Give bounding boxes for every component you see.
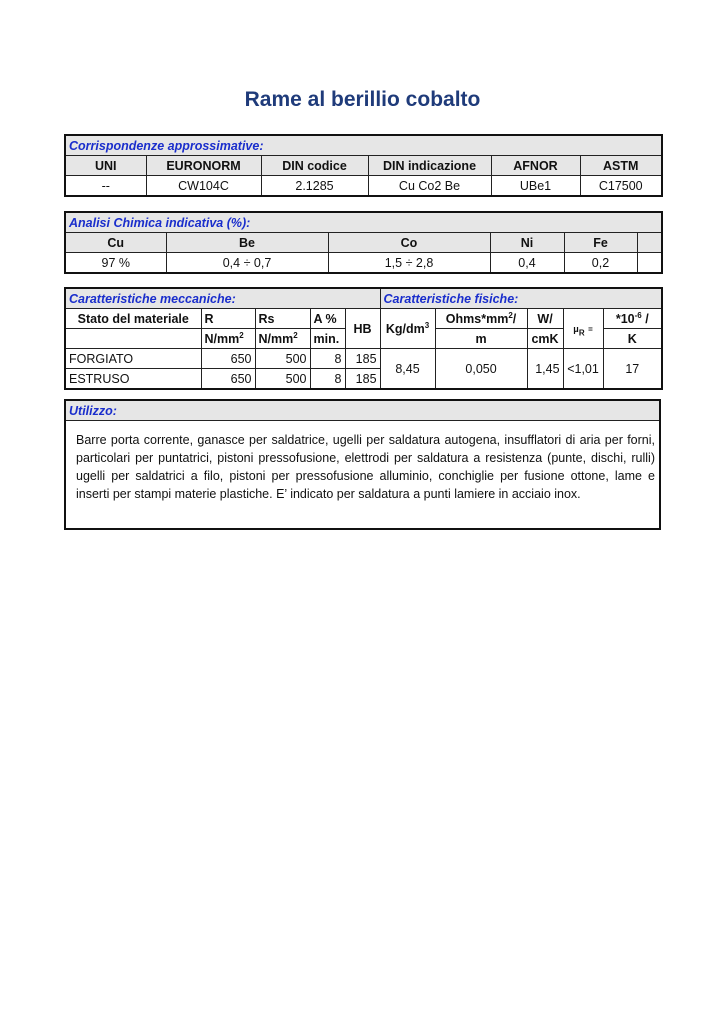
header-be: Be: [166, 233, 328, 253]
unit-rs: $N/mm^2$: [255, 329, 310, 349]
value-afnor: UBe1: [491, 176, 580, 197]
caratteristiche-table: [64, 287, 663, 390]
header-astm: ASTM: [580, 156, 662, 176]
a-estruso: 8: [310, 369, 345, 390]
header-din-codice: DIN codice: [261, 156, 368, 176]
value-resistivity: 0,050: [435, 349, 527, 390]
utilizzo-heading: Utilizzo:: [65, 400, 660, 421]
unit-expansion: K: [603, 329, 662, 349]
header-uni: UNI: [65, 156, 146, 176]
unit-a: min.: [310, 329, 345, 349]
hb-estruso: 185: [345, 369, 380, 390]
analisi-table: [64, 211, 663, 274]
header-euronorm: EURONORM: [146, 156, 261, 176]
corrispondenze-table: [64, 134, 663, 197]
rs-estruso: 500: [255, 369, 310, 390]
header-cu: Cu: [65, 233, 166, 253]
value-ni: 0,4: [490, 253, 564, 274]
header-fe: Fe: [564, 233, 637, 253]
unit-resistivity: m: [435, 329, 527, 349]
value-din-indicazione: Cu Co2 Be: [368, 176, 491, 197]
stato-forgiato: FORGIATO: [65, 349, 201, 369]
header-density: $Kg/dm^3$: [380, 309, 435, 349]
header-mu: $\mu_R$ =: [563, 309, 603, 349]
page-title: Rame al berillio cobalto: [244, 88, 481, 111]
header-co: Co: [328, 233, 490, 253]
value-euronorm: CW104C: [146, 176, 261, 197]
header-resistivity: $Ohms*mm^2/$: [435, 309, 527, 329]
value-co: 1,5 ÷ 2,8: [328, 253, 490, 274]
meccaniche-heading: Caratteristiche meccaniche:: [65, 288, 380, 309]
value-mu: <1,01: [563, 349, 603, 390]
value-cu: 97 %: [65, 253, 166, 274]
unit-conductivity: cmK: [527, 329, 563, 349]
hb-forgiato: 185: [345, 349, 380, 369]
header-ni: Ni: [490, 233, 564, 253]
value-conductivity: 1,45: [527, 349, 563, 390]
value-astm: C17500: [580, 176, 662, 197]
header-a: A %: [310, 309, 345, 329]
header-rs: Rs: [255, 309, 310, 329]
header-din-indicazione: DIN indicazione: [368, 156, 491, 176]
header-conductivity: W/: [527, 309, 563, 329]
value-uni: --: [65, 176, 146, 197]
utilizzo-table: [64, 399, 661, 530]
fisiche-heading: Caratteristiche fisiche:: [380, 288, 662, 309]
r-forgiato: 650: [201, 349, 255, 369]
value-expansion: 17: [603, 349, 662, 390]
stato-estruso: ESTRUSO: [65, 369, 201, 390]
value-density: 8,45: [380, 349, 435, 390]
value-be: 0,4 ÷ 0,7: [166, 253, 328, 274]
value-din-codice: 2.1285: [261, 176, 368, 197]
a-forgiato: 8: [310, 349, 345, 369]
header-stato: Stato del materiale: [65, 309, 201, 329]
header-hb: HB: [345, 309, 380, 349]
rs-forgiato: 500: [255, 349, 310, 369]
header-r: R: [201, 309, 255, 329]
header-afnor: AFNOR: [491, 156, 580, 176]
value-fe: 0,2: [564, 253, 637, 274]
unit-r: $N/mm^2$: [201, 329, 255, 349]
r-estruso: 650: [201, 369, 255, 390]
header-expansion: $*10^{-6}$ /: [603, 309, 662, 329]
corrispondenze-heading: Corrispondenze approssimative:: [65, 135, 662, 156]
analisi-heading: Analisi Chimica indicativa (%):: [65, 212, 662, 233]
utilizzo-text: Barre porta corrente, ganasce per saldatrice, ugelli per saldatura autogena, insufflatori di aria per forni, particolari per puntatrici, pistoni pressofusione, elettrodi per saldatura a resistenza (punte, dischi, rulli) ugelli per saldatrici a filo, pistoni per pressofusione alluminio, conchiglie per fusione ottone, lame e inserti per stampi materie plastiche. E’ indicato per saldatura a punti lamiere in acciaio inox.: [65, 421, 660, 530]
